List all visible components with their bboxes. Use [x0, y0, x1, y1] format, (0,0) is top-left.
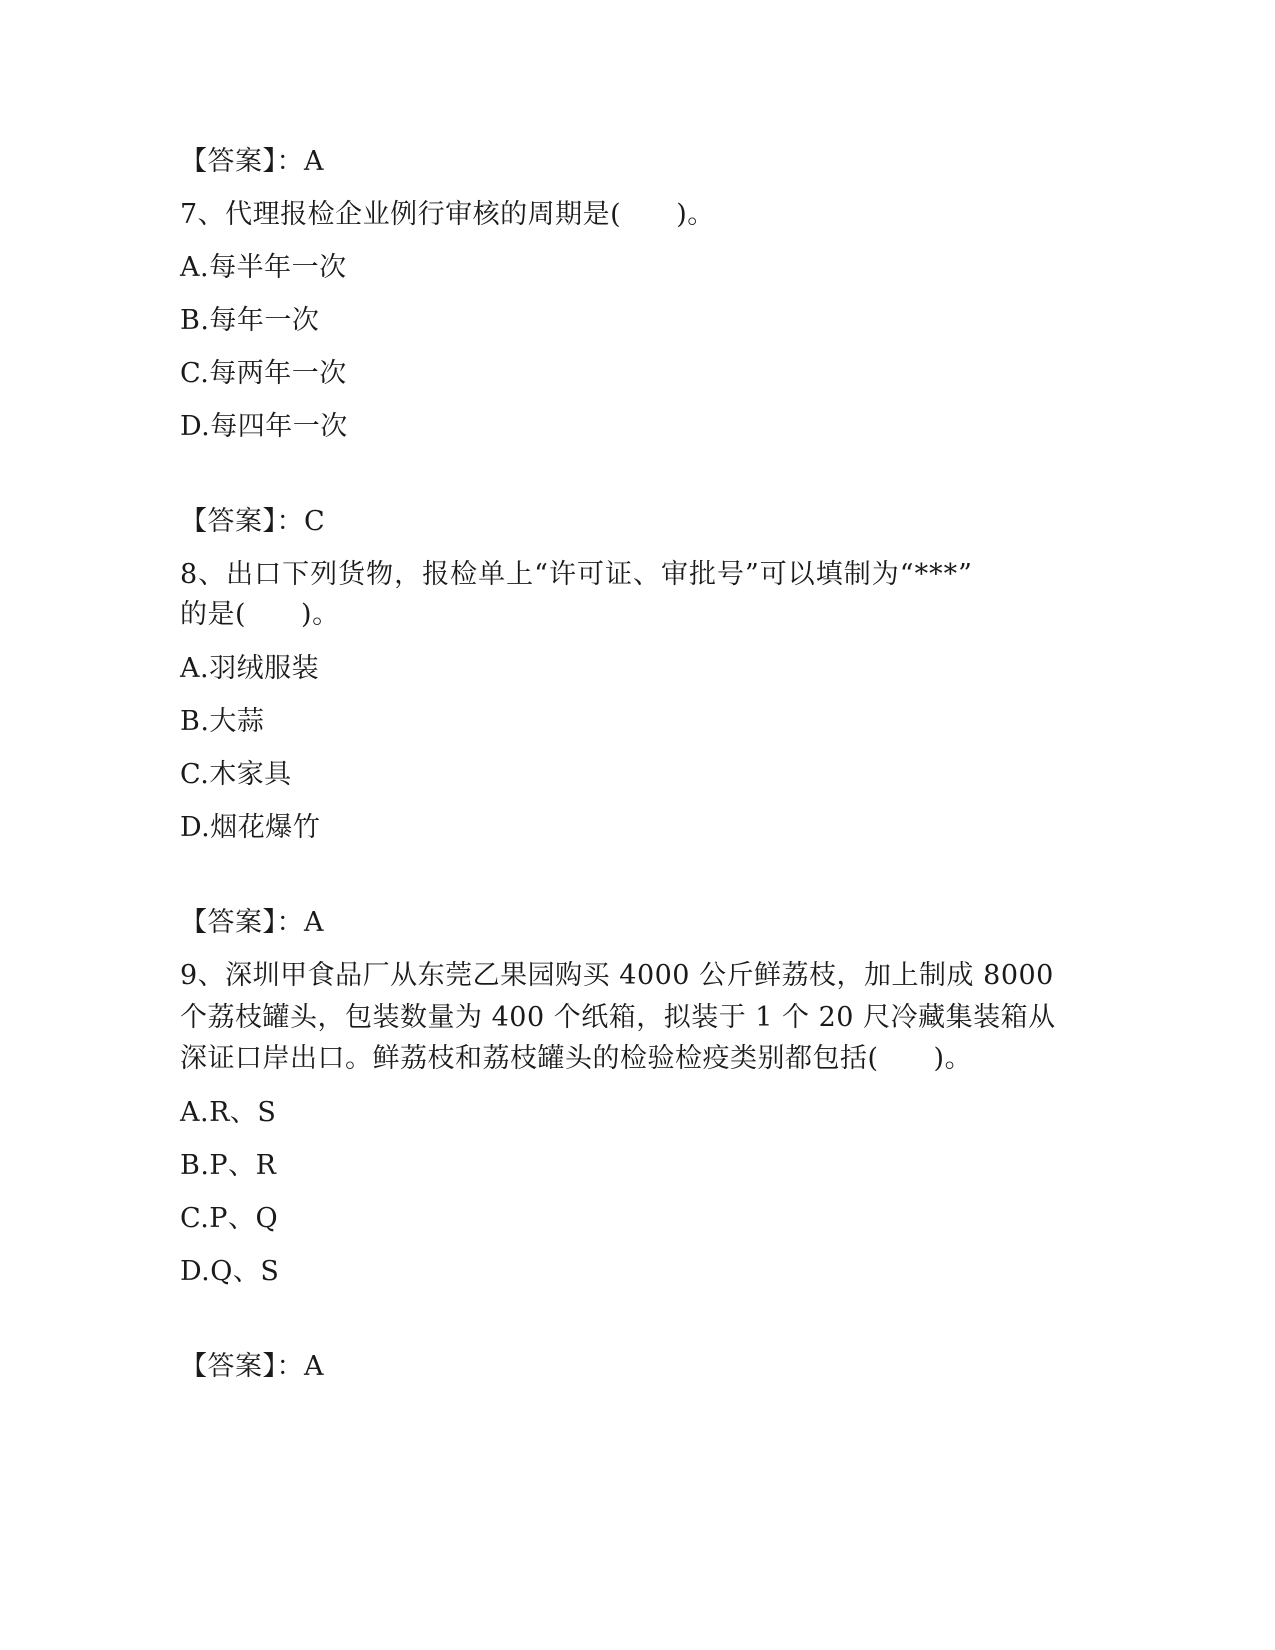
question-stem-line-1: 9、深圳甲食品厂从东莞乙果园购买 4000 公斤鲜荔枝，加上制成 8000 [180, 960, 1054, 991]
answer-line [180, 906, 324, 940]
option-d: D.每四年一次 [180, 411, 348, 442]
answer-value: A [304, 146, 324, 177]
option-d: D.烟花爆竹 [180, 812, 321, 843]
option-b: B.每年一次 [180, 305, 320, 336]
option-c: C.P、Q [180, 1203, 279, 1234]
answer-value: C [304, 506, 326, 537]
question-stem-line-2: 个荔枝罐头，包装数量为 400 个纸箱，拟装于 1 个 20 尺冷藏集装箱从 [180, 1002, 1056, 1033]
question-stem-line-3: 深证口岸出口。鲜荔枝和荔枝罐头的检验检疫类别都包括( )。 [180, 1043, 973, 1074]
question-stem-line-2: 的是( )。 [180, 599, 340, 630]
answer-label: 【答案】 [180, 146, 277, 177]
answer-label: 【答案】 [180, 506, 277, 537]
answer-value: A [304, 907, 324, 938]
answer-value: A [304, 1351, 324, 1382]
option-a: A.R、S [180, 1097, 277, 1128]
answer-separator: ： [276, 907, 304, 938]
answer-separator: ： [276, 1351, 304, 1382]
option-b: B.大蒜 [180, 706, 265, 737]
question-stem: 7、代理报检企业例行审核的周期是( )。 [180, 199, 715, 230]
answer-separator: ： [276, 146, 304, 177]
answer-line [180, 505, 325, 539]
question-stem-line-1: 8、出口下列货物，报检单上“许可证、审批号”可以填制为“***” [180, 559, 973, 590]
answer-line [180, 145, 324, 179]
answer-line [180, 1350, 324, 1384]
option-d: D.Q、S [180, 1256, 280, 1287]
answer-separator: ： [276, 506, 304, 537]
option-b: B.P、R [180, 1150, 277, 1181]
option-c: C.木家具 [180, 759, 292, 790]
option-a: A.羽绒服装 [180, 653, 320, 684]
answer-label: 【答案】 [180, 907, 277, 938]
option-a: A.每半年一次 [180, 252, 347, 283]
option-c: C.每两年一次 [180, 358, 347, 389]
answer-label: 【答案】 [180, 1351, 277, 1382]
